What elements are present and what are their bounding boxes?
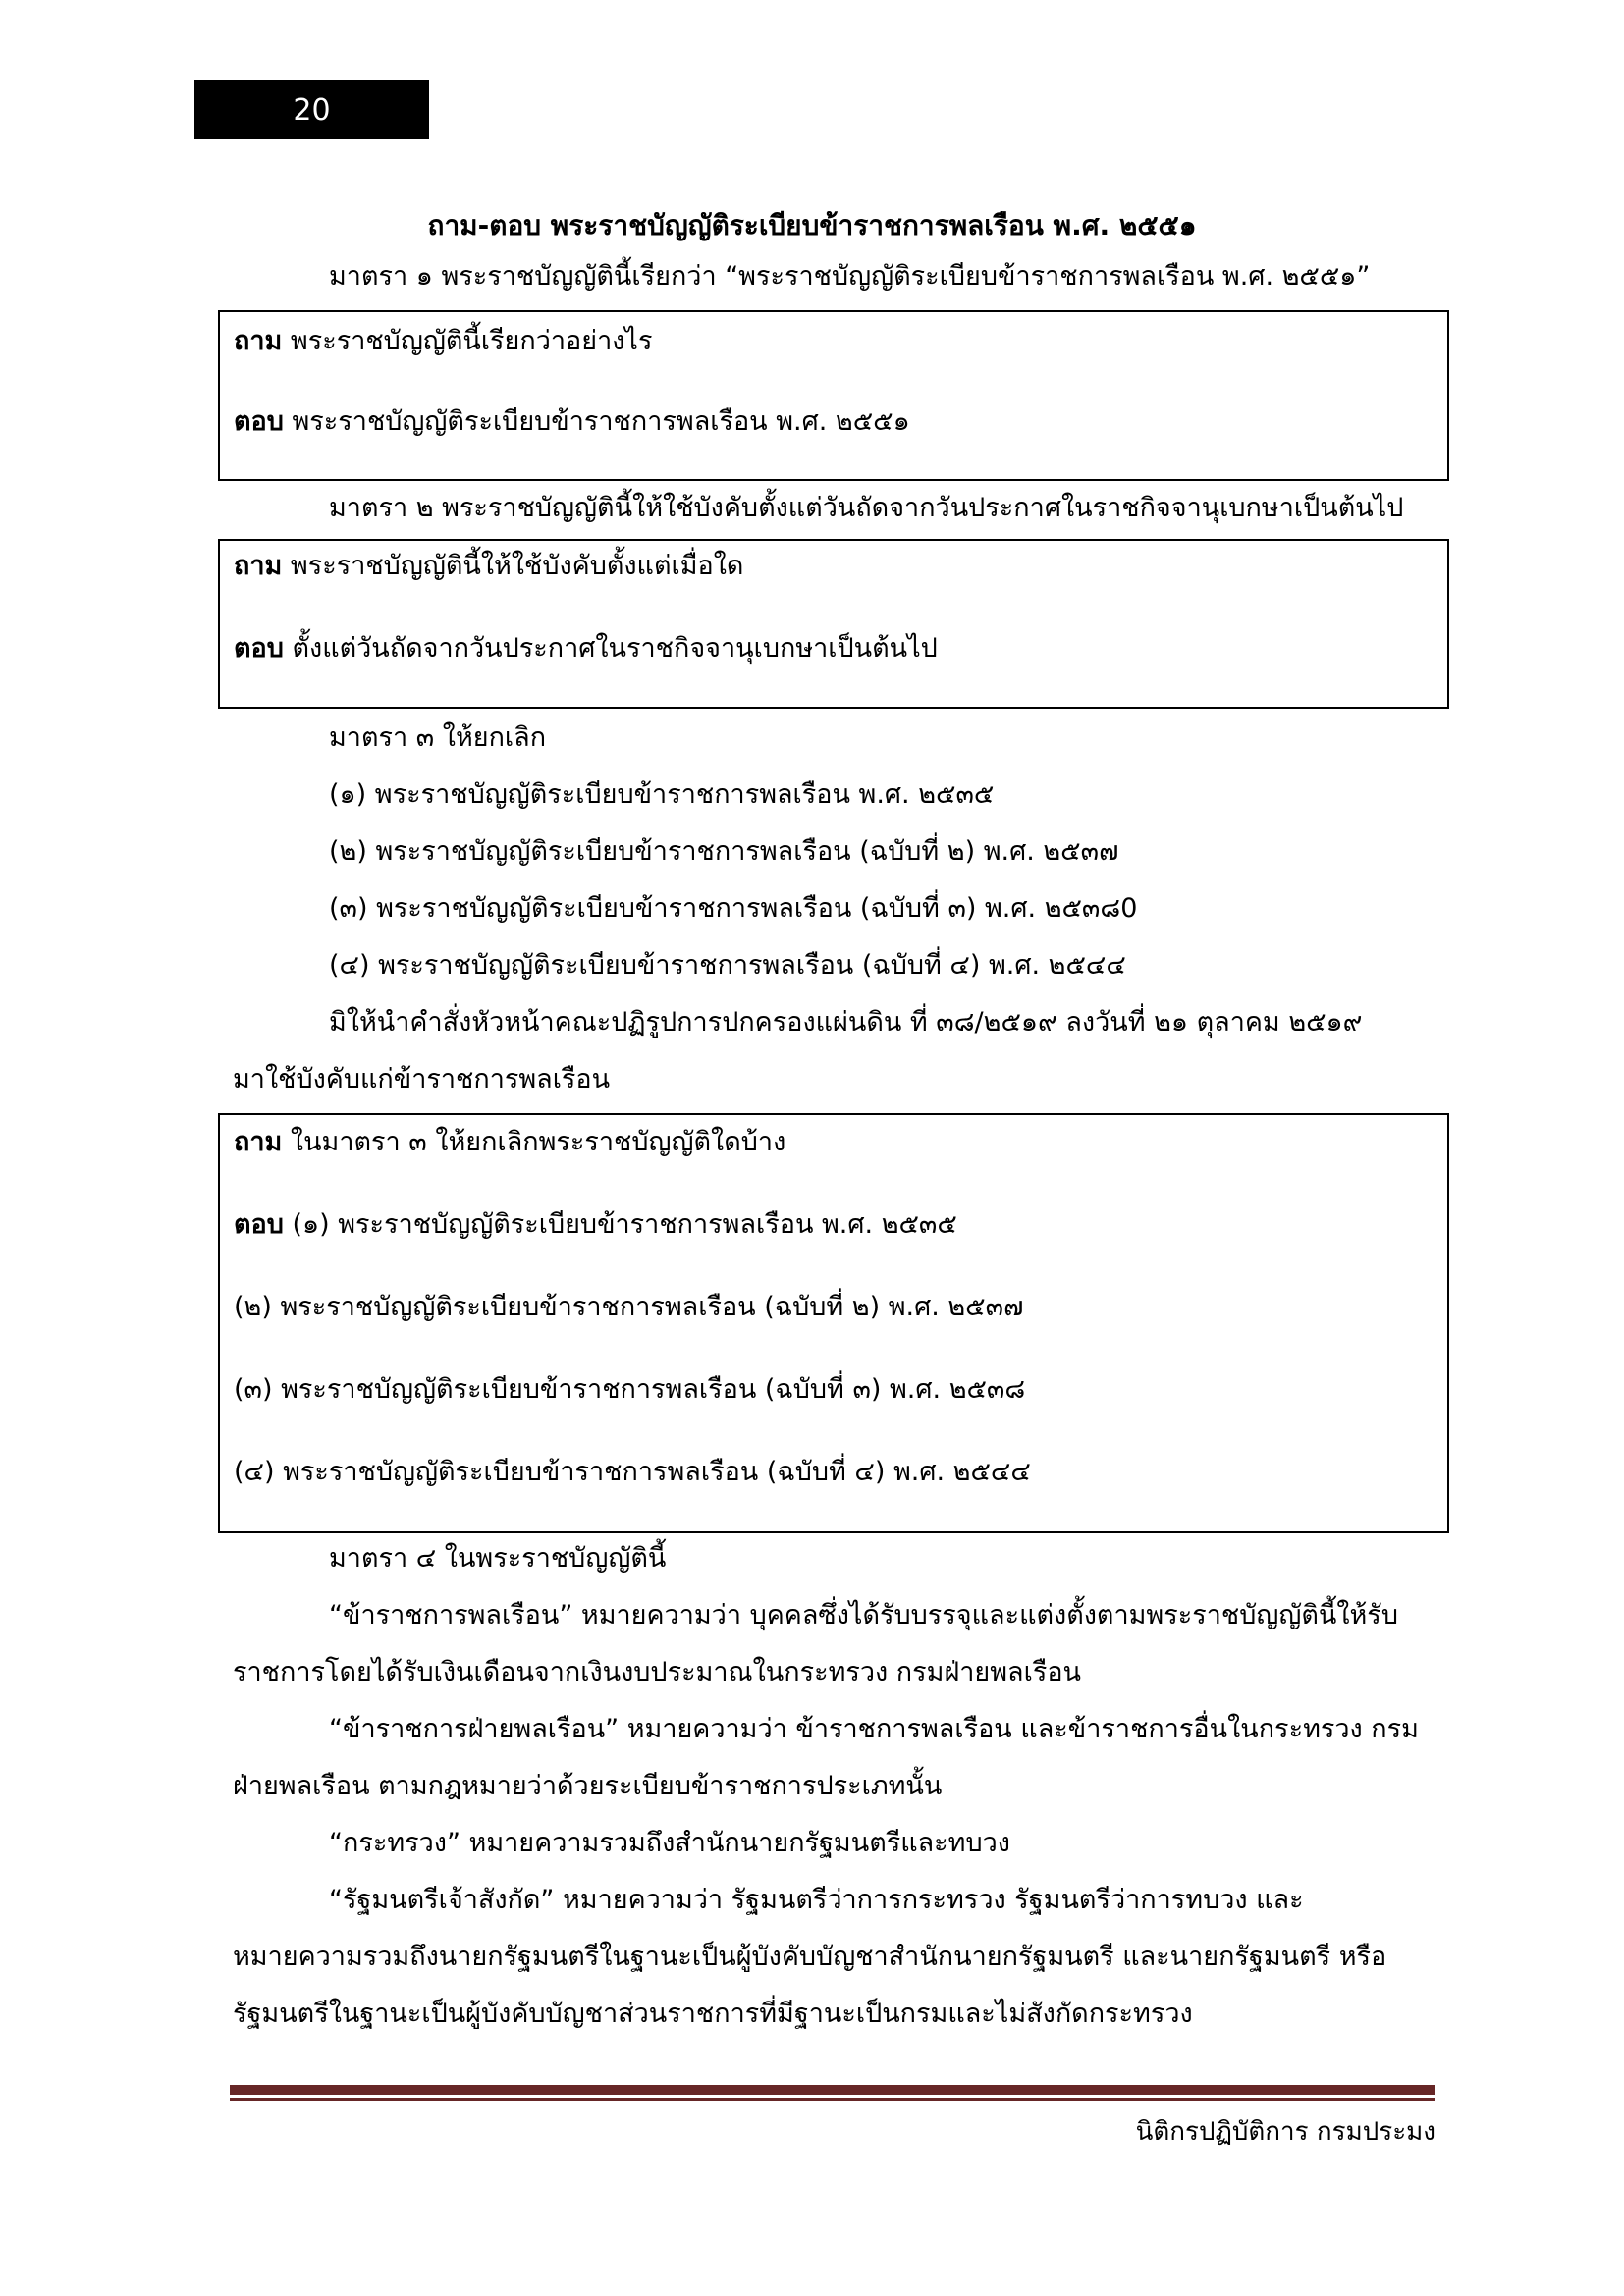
definition-line: “ข้าราชการฝ่ายพลเรือน” หมายความว่า ข้าราชการพลเรือน และข้าราชการอื่นในกระทรวง กรม [329,1714,1419,1744]
answer [234,1205,957,1245]
answer-item: (๒) พระราชบัญญัติระเบียบข้าราชการพลเรือน (ฉบับที่ ๒) พ.ศ. ๒๕๓๗ [234,1292,1024,1322]
definition-line: ราชการโดยได้รับเงินเดือนจากเงินงบประมาณในกระทรวง กรมฝ่ายพลเรือน [233,1657,1081,1687]
answer [234,402,910,442]
qa-box-3 [218,1113,1449,1533]
answer-text: พระราชบัญญัติระเบียบข้าราชการพลเรือน พ.ศ. ๒๕๕๑ [283,406,910,437]
question-label: ถาม [234,551,283,581]
qa-box-1 [218,310,1449,481]
qa-box-2 [218,539,1449,709]
question-label: ถาม [234,326,283,356]
repeal-item: (๔) พระราชบัญญัติระเบียบข้าราชการพลเรือน (ฉบับที่ ๔) พ.ศ. ๒๕๔๔ [329,950,1126,981]
page-number-box [194,80,429,139]
definition-line: หมายความรวมถึงนายกรัฐมนตรีในฐานะเป็นผู้บังคับบัญชาสำนักนายกรัฐมนตรี และนายกรัฐมนตรี หรือ [233,1942,1387,1972]
answer-label: ตอบ [234,633,284,664]
answer-label: ตอบ [234,406,284,437]
repeal-item: (๒) พระราชบัญญัติระเบียบข้าราชการพลเรือน (ฉบับที่ ๒) พ.ศ. ๒๕๓๗ [329,836,1119,867]
question [234,547,743,586]
question-label: ถาม [234,1127,283,1157]
section-3-paragraph-line2: มาใช้บังคับแก่ข้าราชการพลเรือน [233,1064,611,1095]
question-text: พระราชบัญญัตินี้ให้ใช้บังคับตั้งแต่เมื่อใด [282,551,744,581]
definition-line: รัฐมนตรีในฐานะเป็นผู้บังคับบัญชาส่วนราชการที่มีฐานะเป็นกรมและไม่สังกัดกระทรวง [233,1999,1193,2029]
answer-text: (๑) พระราชบัญญัติระเบียบข้าราชการพลเรือน พ.ศ. ๒๕๓๕ [283,1209,957,1240]
section-4-heading: มาตรา ๔ ในพระราชบัญญัตินี้ [329,1543,667,1574]
page-number: 20 [293,92,331,128]
answer [234,629,938,668]
section-3-heading: มาตรา ๓ ให้ยกเลิก [329,722,547,753]
footer-text: นิติกรปฏิบัติการ กรมประมง [1135,2117,1435,2147]
question-text: ในมาตรา ๓ ให้ยกเลิกพระราชบัญญัติใดบ้าง [282,1127,786,1157]
definition-line: “รัฐมนตรีเจ้าสังกัด” หมายความว่า รัฐมนตรีว่าการกระทรวง รัฐมนตรีว่าการทบวง และ [329,1885,1304,1915]
question [234,322,653,361]
document-title: ถาม-ตอบ พระราชบัญญัติระเบียบข้าราชการพลเรือน พ.ศ. ๒๕๕๑ [427,209,1197,241]
footer-rule-thin [230,2098,1435,2101]
definition-line: “กระทรวง” หมายความรวมถึงสำนักนายกรัฐมนตรีและทบวง [329,1828,1010,1858]
answer-label: ตอบ [234,1209,284,1240]
definition-line: “ข้าราชการพลเรือน” หมายความว่า บุคคลซึ่งได้รับบรรจุและแต่งตั้งตามพระราชบัญญัตินี้ให้รับ [329,1600,1398,1630]
section-2-text: มาตรา ๒ พระราชบัญญัตินี้ให้ใช้บังคับตั้งแต่วันถัดจากวันประกาศในราชกิจจานุเบกษาเป็นต้นไป [329,493,1404,523]
section-3-paragraph-line1: มิให้นำคำสั่งหัวหน้าคณะปฏิรูปการปกครองแผ่นดิน ที่ ๓๘/๒๕๑๙ ลงวันที่ ๒๑ ตุลาคม ๒๕๑๙ [329,1007,1363,1038]
repeal-item: (๑) พระราชบัญญัติระเบียบข้าราชการพลเรือน พ.ศ. ๒๕๓๕ [329,779,995,810]
section-1-text: มาตรา ๑ พระราชบัญญัตินี้เรียกว่า “พระราชบัญญัติระเบียบข้าราชการพลเรือน พ.ศ. ๒๕๕๑” [329,261,1371,292]
answer-item: (๓) พระราชบัญญัติระเบียบข้าราชการพลเรือน (ฉบับที่ ๓) พ.ศ. ๒๕๓๘ [234,1374,1026,1405]
question [234,1123,785,1162]
answer-text: ตั้งแต่วันถัดจากวันประกาศในราชกิจจานุเบกษาเป็นต้นไป [283,633,938,664]
footer-rule-thick [230,2085,1435,2095]
definition-line: ฝ่ายพลเรือน ตามกฎหมายว่าด้วยระเบียบข้าราชการประเภทนั้น [233,1771,943,1801]
repeal-item: (๓) พระราชบัญญัติระเบียบข้าราชการพลเรือน (ฉบับที่ ๓) พ.ศ. ๒๕๓๘0 [329,893,1138,924]
question-text: พระราชบัญญัตินี้เรียกว่าอย่างไร [282,326,653,356]
answer-item: (๔) พระราชบัญญัติระเบียบข้าราชการพลเรือน (ฉบับที่ ๔) พ.ศ. ๒๕๔๔ [234,1457,1031,1487]
